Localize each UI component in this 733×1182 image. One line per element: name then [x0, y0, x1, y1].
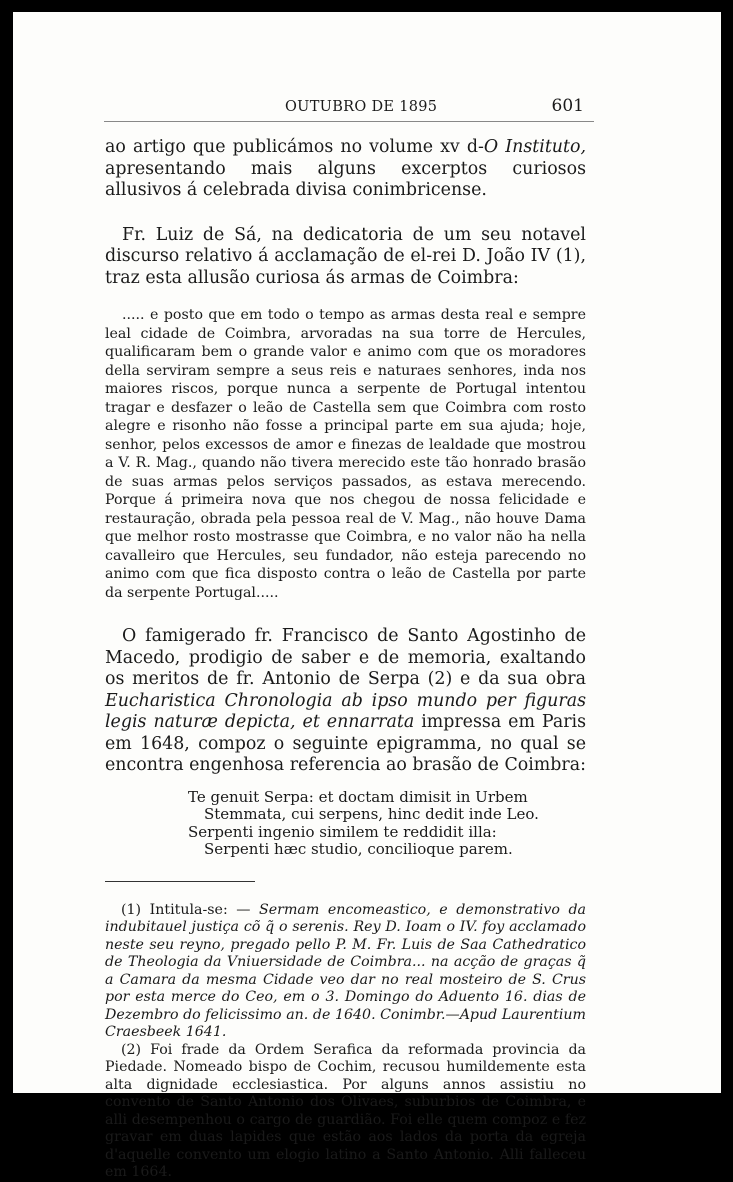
epigram-line: Serpenti ingenio similem te reddidit illa:: [188, 822, 497, 841]
paragraph-1: [105, 137, 586, 202]
epigram-line: Stemmata, cui serpens, hinc dedit inde Leo.: [204, 805, 539, 823]
paragraph-3-text: O famigerado fr. Francisco de Santo Agostinho de Macedo, prodigio de saber e de memoria, exaltando os meritos de fr. Antonio de Serpa (2) e da sua obra: [105, 626, 586, 689]
footnote-1: [105, 902, 586, 1042]
page-header: [13, 92, 721, 122]
epigram-line: Te genuit Serpa: et doctam dimisit in Urbem: [188, 787, 528, 806]
page-body: [105, 137, 586, 1182]
footnotes: [105, 902, 586, 1182]
paragraph-1-italic: O Instituto,: [483, 137, 586, 157]
footnote-1-marker: (1) Intitula-se: —: [121, 901, 260, 918]
footnote-2: (2) Foi frade da Ordem Serafica da reformada provincia da Piedade. Nomeado bispo de Cochim, recusou humildemente esta alta dignidade ecclesiastica. Por alguns annos assistiu no convento de Santo Antonio dos Olivaes, suburbios de Coimbra, e alli desempenhou o cargo de guardião. Foi elle quem compoz e fez gravar em duas lapides que estão aos lados da porta da egreja d'aquelle convento um elogio latino a Santo Antonio. Alli falleceu em 1664.: [105, 1041, 586, 1180]
paragraph-3: [105, 626, 586, 777]
paragraph-1-text: ao artigo que publicámos no volume xv d-: [105, 137, 484, 157]
block-quote: ..... e posto que em todo o tempo as armas desta real e sempre leal cidade de Coimbra, arvoradas na sua torre de Hercules, qualificaram bem o grande valor e animo com que os moradores della serviram sempre a seus reis e naturaes senhores, inda nos maiores riscos, porque nunca a serpente de Portugal intentou tragar e desfazer o leão de Castella sem que Coimbra com rosto alegre e risonho não fosse a principal parte em sua ajuda; hoje, senhor, pelos excessos de amor e finezas de lealdade que mostrou a V. R. Mag., quando não tivera merecido este tão honrado brasão de suas armas pelos serviços passados, as estava merecendo. Porque á primeira nova que nos chegou de nossa felicidade e restauração, obrada pela pessoa real de V. Mag., não houve Dama que melhor rosto mostrasse que Coimbra, e no valor não ha nella cavalleiro que Hercules, seu fundador, não esteja parecendo no animo com que fica disposto contra o leão de Castella por parte da serpente Portugal.....: [105, 307, 586, 601]
paragraph-1-text-end: apresentando mais alguns excerptos curiosos allusivos á celebrada divisa conimbricense.: [105, 158, 586, 200]
epigram: [188, 789, 586, 859]
epigram-line: Serpenti hæc studio, concilioque parem.: [204, 840, 513, 858]
header-rule: [104, 121, 594, 122]
paragraph-2: Fr. Luiz de Sá, na dedicatoria de um seu notavel discurso relativo á acclamação de el-rei D. João IV (1), traz esta allusão curiosa ás armas de Coimbra:: [105, 224, 586, 288]
book-page: [13, 12, 721, 1180]
footnote-rule: [105, 881, 255, 882]
running-title: OUTUBRO DE 1895: [285, 99, 438, 115]
paragraph-3-italic: Eucharistica Chronologia ab ipso mundo per figuras legis naturæ depicta, et ennarrata: [105, 690, 586, 732]
footnote-1-title: Sermam encomeastico, e demonstrativo da indubitauel justiça cõ q̃ o serenis. Rey D. Ioam o IV. foy acclamado neste seu reyno, pregado pello P. M. Fr. Luis de Saa Cathedratico de Theologia da Vniuersidade de Coimbra... na acção de graças q̃ a Camara da mesma Cidade veo dar no real mosteiro de S. Crus por esta merce do Ceo, em o 3. Domingo do Aduento 16. dias de Dezembro do felicissimo an. de 1640. Conimbr.—Apud Laurentium Craesbeek 1641.: [105, 901, 586, 1040]
paragraph-3-text-end: impressa em Paris em 1648, compoz o seguinte epigramma, no qual se encontra engenhosa referencia ao brasão de Coimbra:: [105, 712, 587, 775]
page-number: 601: [551, 96, 584, 116]
